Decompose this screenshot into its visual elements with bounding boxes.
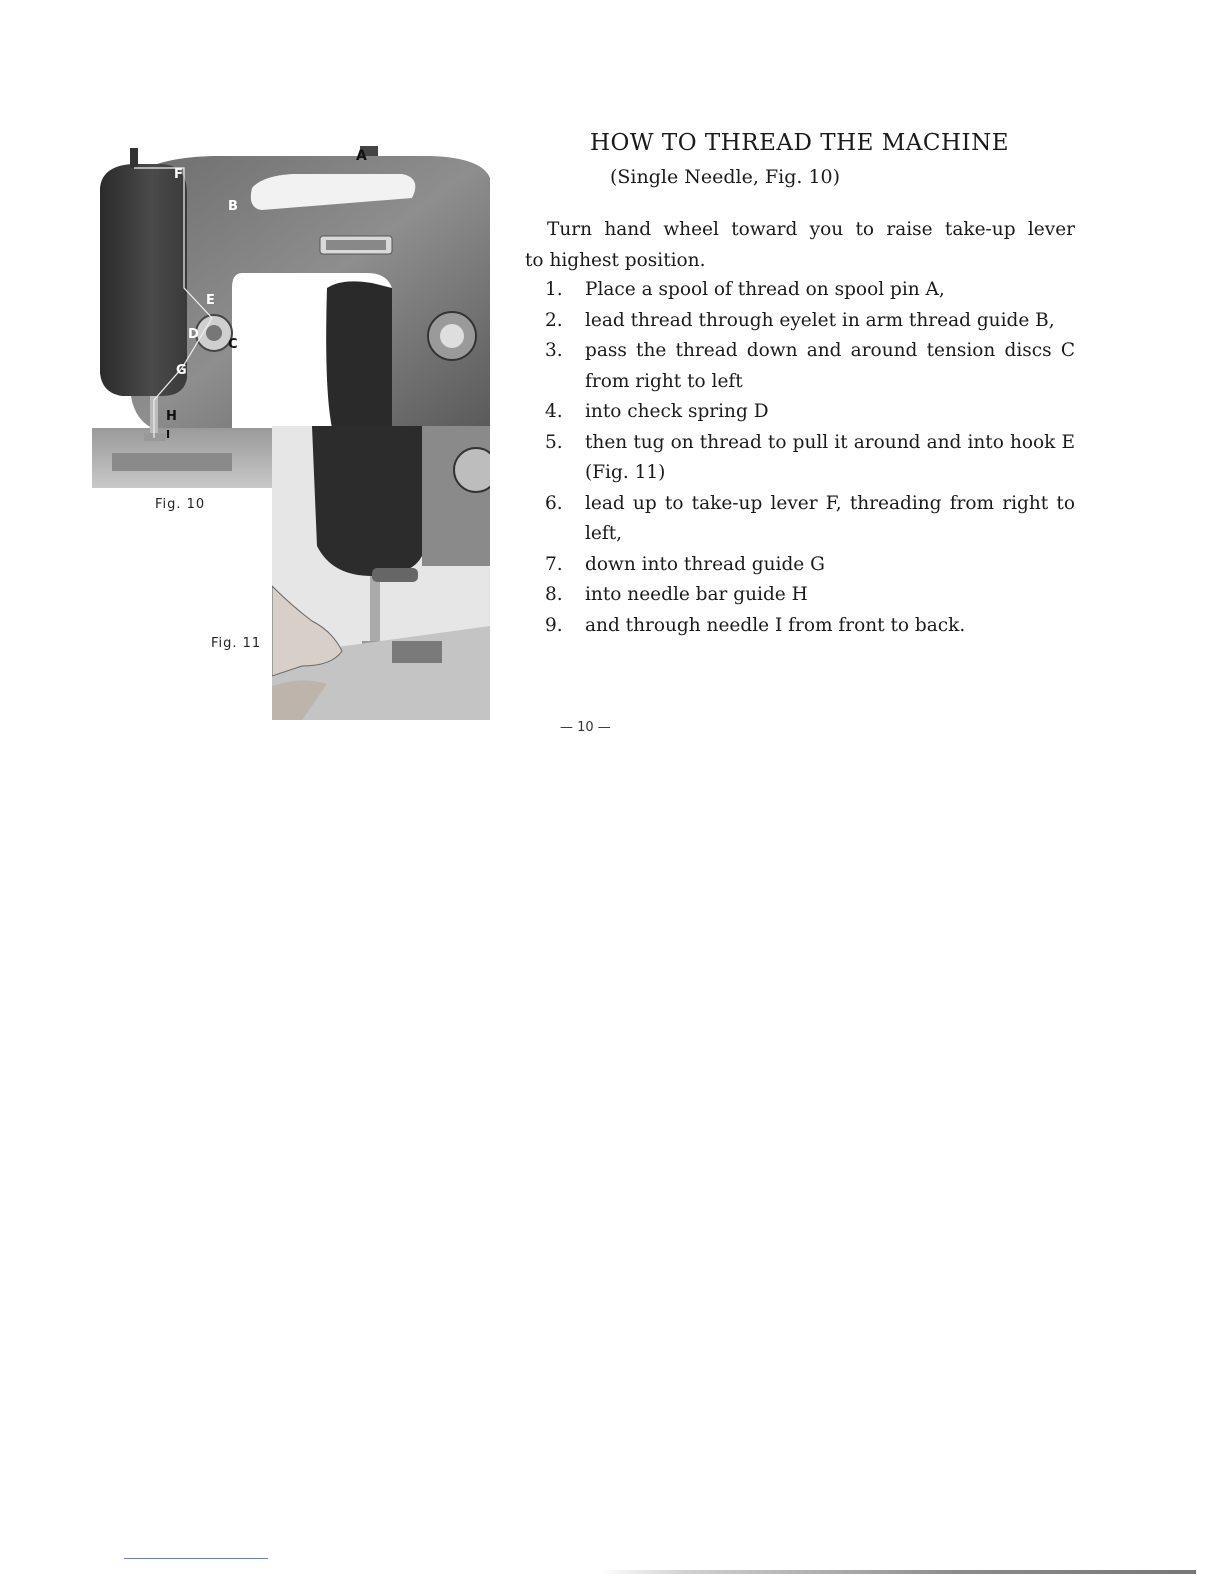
label-e: E: [206, 293, 215, 308]
step-item: [545, 611, 1075, 642]
step-number: 6.: [545, 492, 563, 514]
step-item: [545, 397, 1075, 428]
label-i: I: [166, 428, 171, 441]
step-text: lead thread through eyelet in arm thread guide B,: [585, 309, 1055, 331]
fig10-caption: Fig. 10: [155, 497, 206, 512]
step-number: 7.: [545, 553, 563, 575]
intro-line: Turn hand wheel toward you to raise take-up lever: [547, 219, 1075, 240]
label-f: F: [174, 167, 183, 182]
page-subtitle: (Single Needle, Fig. 10): [610, 166, 841, 188]
page-number: — 10 —: [560, 720, 611, 735]
step-number: 4.: [545, 401, 563, 422]
step-text: into needle bar guide H: [585, 584, 808, 605]
step-number: 3.: [545, 340, 563, 361]
label-h: H: [166, 409, 177, 424]
step-text: pass the thread down and around tension discs C from right to left: [585, 340, 1075, 392]
label-d: D: [188, 327, 199, 342]
step-item: [545, 306, 1075, 337]
label-c: C: [228, 337, 238, 352]
step-item: [545, 580, 1075, 611]
intro-line: to highest position.: [525, 250, 706, 271]
step-number: 2.: [545, 309, 563, 331]
step-text: then tug on thread to pull it around and into hook E (Fig. 11): [585, 431, 1075, 483]
label-b: B: [228, 199, 238, 214]
step-number: 5.: [545, 431, 563, 453]
step-text: down into thread guide G: [585, 553, 825, 575]
step-item: [545, 489, 1075, 550]
label-a: A: [356, 148, 367, 164]
step-number: 9.: [545, 614, 563, 636]
step-number: 1.: [545, 279, 563, 300]
step-item: [545, 550, 1075, 581]
intro-paragraph: [525, 214, 1075, 276]
step-text: Place a spool of thread on spool pin A,: [585, 279, 945, 300]
needle-closeup-figure: [272, 426, 490, 720]
threading-steps: [545, 275, 1075, 641]
label-g: G: [176, 363, 187, 378]
bottom-rule-left: [124, 1558, 268, 1559]
step-number: 8.: [545, 584, 563, 605]
step-text: and through needle I from front to back.: [585, 614, 966, 636]
step-text: into check spring D: [585, 401, 769, 422]
bottom-rule-right: [598, 1570, 1196, 1574]
step-text: lead up to take-up lever F, threading from right to left,: [585, 492, 1075, 544]
page-title: HOW TO THREAD THE MACHINE: [590, 130, 1010, 156]
step-item: [545, 336, 1075, 397]
step-item: [545, 428, 1075, 489]
step-item: [545, 275, 1075, 306]
fig11-caption: Fig. 11: [211, 636, 262, 651]
